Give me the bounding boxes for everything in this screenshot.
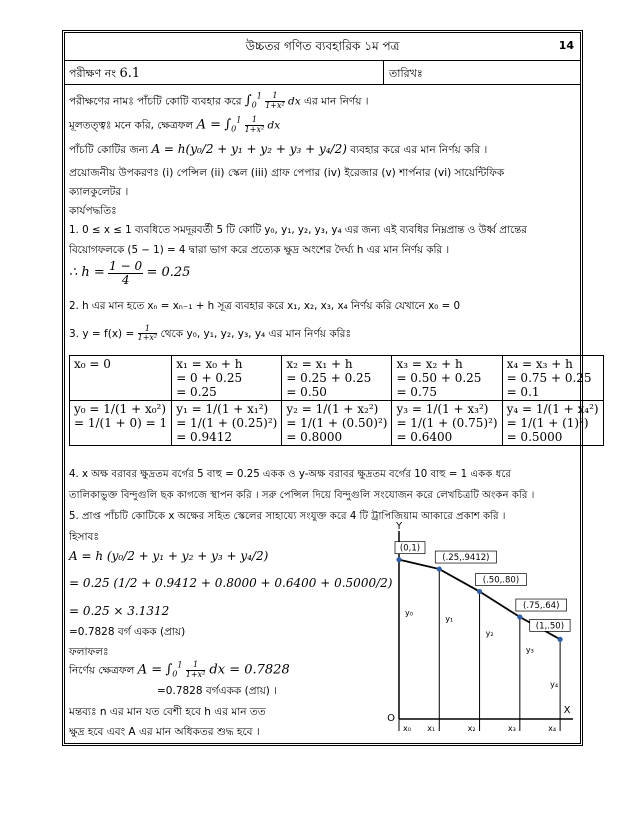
exam-row-divider bbox=[383, 60, 384, 84]
theory-dx: dx bbox=[267, 119, 281, 132]
h-equals: ∴ h = bbox=[69, 265, 105, 281]
y-value-cell-0 bbox=[70, 401, 172, 446]
calculation-line-4: =0.7828 বর্গ একক (প্রায়) bbox=[69, 626, 186, 638]
point-label-1: (.25,.9412) bbox=[442, 553, 490, 564]
step-5-line: 5. প্রাপ্ত পাঁচটি কোটিকে x অক্ষের সহিত স্কেলের সাহায্যে সংযুক্ত করে 4 টি ট্রাপিজিয়াম আকারে প্রকাশ করি । bbox=[69, 511, 506, 522]
y-value-cell-0-line-1: = 1/(1 + 0) = 1 bbox=[74, 416, 168, 430]
step-1-line-b: বিয়োগফলকে (5 − 1) = 4 দ্বারা ভাগ করে প্রত্যেক ক্ষুদ্র অংশের দৈর্ঘ্য h এর মান নির্ণয় করি । bbox=[69, 244, 450, 256]
result-integral-sign: $\int_0^1$ bbox=[165, 661, 183, 679]
calculation-line-2: = 0.25 (1/2 + 0.9412 + 0.8000 + 0.6400 + 0.5000/2) bbox=[69, 576, 393, 590]
y-value-cell-3-line-1: = 1/(1 + (0.75)²) bbox=[396, 416, 498, 430]
area-symbol: A = bbox=[196, 117, 222, 133]
calculation-heading: হিসাবঃ bbox=[69, 531, 99, 543]
step-3-line bbox=[69, 325, 576, 344]
x-value-cell-4 bbox=[502, 356, 603, 401]
x-value-cell-2-line-0: x₂ = x₁ + h bbox=[286, 357, 353, 371]
h-result: = 0.25 bbox=[146, 265, 191, 281]
h-fraction: $\frac{1 - 0}{4}$ bbox=[109, 259, 143, 287]
formula-suffix: ব্যবহার করে এর মান নির্ণয় করি । bbox=[346, 144, 488, 156]
y-value-cell-4-line-2: = 0.5000 bbox=[506, 430, 563, 444]
date-label: তারিখঃ bbox=[389, 67, 423, 80]
y-value-cell-4-line-1: = 1/(1 + (1)²) bbox=[506, 416, 589, 430]
step-4-line-a: 4. x অক্ষ বরাবর ক্ষুদ্রতম বর্গের 5 বাহু = 0.25 একক ও y-অক্ষ বরাবর ক্ষুদ্রতম বর্গের 10 বাহু = 1 একক ধরে bbox=[69, 469, 512, 480]
result-integrand: $\frac{1}{\text{1+x²}}$ bbox=[185, 660, 206, 679]
y-values-row bbox=[70, 401, 604, 446]
step-3-suffix: থেকে y₀, y₁, y₂, y₃, y₄ এর মান নির্ণয় করিঃ bbox=[160, 327, 352, 340]
experiment-name-suffix: এর মান নির্ণয় । bbox=[300, 95, 369, 108]
x-value-cell-3-line-1: = 0.50 + 0.25 bbox=[396, 371, 482, 385]
page-number: 14 bbox=[558, 39, 574, 52]
point-label-4: (1,.50) bbox=[535, 621, 565, 632]
y-value-cell-2-line-2: = 0.8000 bbox=[286, 430, 343, 444]
theory-text: মূলতত্ত্বঃ মনে করি, ক্ষেত্রফল bbox=[69, 119, 197, 132]
experiment-name bbox=[69, 92, 576, 111]
step-3-text: 3. y = f(x) = bbox=[69, 327, 138, 340]
values-table bbox=[69, 355, 604, 446]
y-value-cell-3-line-2: = 0.6400 bbox=[396, 430, 453, 444]
x-value-cell-2-line-1: = 0.25 + 0.25 bbox=[286, 371, 372, 385]
trapezoid-formula: A = h(y₀/2 + y₁ + y₂ + y₃ + y₄/2) bbox=[151, 142, 347, 156]
exam-number bbox=[69, 65, 140, 84]
y-value-cell-4 bbox=[502, 401, 603, 446]
y-value-cell-3-line-0: y₃ = 1/(1 + x₃²) bbox=[396, 402, 489, 416]
data-point-1 bbox=[437, 566, 442, 571]
y-value-cell-3 bbox=[392, 401, 502, 446]
y-value-cell-2-line-1: = 1/(1 + (0.50)²) bbox=[286, 416, 388, 430]
x-value-cell-3-line-0: x₃ = x₂ + h bbox=[396, 357, 463, 371]
y-axis-label: Y bbox=[395, 521, 403, 532]
integrand-fraction: $\frac{1}{\text{1+x²}}$ bbox=[265, 91, 285, 110]
x-tick-label-0: x₀ bbox=[403, 724, 411, 733]
y-value-cell-1-line-0: y₁ = 1/(1 + x₁²) bbox=[176, 402, 269, 416]
x-value-cell-1-line-2: = 0.25 bbox=[176, 385, 217, 399]
x-value-cell-4-line-2: = 0.1 bbox=[506, 385, 540, 399]
remark-line-1: মন্তব্যঃ n এর মান যত বেশী হবে h এর মান তত bbox=[69, 706, 266, 718]
equipment-line-1: প্রয়োজনীয় উপকরণঃ (i) পেন্সিল (ii) স্কেল (iii) গ্রাফ পেপার (iv) ইরেজার (v) শার্পনার (vi) সায়েন্টিফিক bbox=[69, 167, 505, 179]
dx-symbol: dx bbox=[288, 95, 301, 108]
step-4-line-b: তালিকাভুক্ত বিন্দুগুলি ছক কাগজে স্থাপন করি । সরু পেন্সিল দিয়ে বিন্দুগুলি সংযোজন করে লেখচিত্রটি অংকন করি । bbox=[69, 490, 535, 501]
y-value-cell-2-line-0: y₂ = 1/(1 + x₂²) bbox=[286, 402, 379, 416]
exam-row bbox=[65, 60, 580, 85]
origin-label: O bbox=[387, 713, 395, 724]
x-value-cell-1 bbox=[172, 356, 282, 401]
y-value-cell-1-line-2: = 0.9412 bbox=[176, 430, 233, 444]
ordinate-label-2: y₂ bbox=[485, 629, 494, 639]
result-area-symbol: A = bbox=[137, 662, 163, 678]
exam-number-label: পরীক্ষণ নং bbox=[69, 67, 117, 80]
x-value-cell-3-line-2: = 0.75 bbox=[396, 385, 438, 399]
data-point-3 bbox=[517, 614, 522, 619]
page-header bbox=[65, 33, 580, 61]
remark-line-2: ক্ষুদ্র হবে এবং A এর মান অধিকতর শুদ্ধ হবে । bbox=[69, 726, 260, 738]
x-value-cell-0 bbox=[70, 356, 172, 401]
calculation-line-3: = 0.25 × 3.1312 bbox=[69, 604, 170, 618]
data-point-0 bbox=[396, 557, 401, 562]
x-axis-label: X bbox=[563, 705, 571, 716]
ordinate-label-3: y₃ bbox=[525, 645, 534, 655]
y-value-cell-2 bbox=[282, 401, 392, 446]
calculation-line-1: A = h (y₀/2 + y₁ + y₂ + y₃ + y₄/2) bbox=[69, 549, 269, 563]
y-value-cell-0-line-0: y₀ = 1/(1 + x₀²) bbox=[74, 402, 167, 416]
data-point-2 bbox=[477, 589, 482, 594]
integral-sign: $\int_0^1$ bbox=[244, 92, 262, 110]
x-value-cell-1-line-0: x₁ = x₀ + h bbox=[176, 357, 243, 371]
x-value-cell-0-line-0: x₀ = 0 bbox=[74, 357, 111, 371]
ordinate-label-0: y₀ bbox=[405, 608, 413, 618]
point-label-0: (0,1) bbox=[399, 543, 421, 554]
point-label-3: (.75,.64) bbox=[523, 601, 560, 612]
result-line-2: =0.7828 বর্গএকক (প্রায়) । bbox=[157, 685, 277, 697]
page-frame bbox=[62, 30, 599, 746]
theory-integral-sign: $\int_0^1$ bbox=[224, 116, 242, 134]
formula-line bbox=[69, 142, 576, 160]
result-text: নির্ণেয় ক্ষেত্রফল bbox=[69, 664, 138, 677]
ordinate-label-1: y₁ bbox=[445, 614, 454, 624]
exam-number-value: 6.1 bbox=[119, 66, 141, 81]
result-heading: ফলাফলঃ bbox=[69, 646, 109, 658]
point-label-2: (.50,.80) bbox=[482, 575, 520, 586]
step-3-fraction: $\frac{1}{\text{1+x²}}$ bbox=[137, 324, 158, 343]
x-value-cell-4-line-1: = 0.75 + 0.25 bbox=[506, 371, 592, 385]
page-title: উচ্চতর গণিত ব্যবহারিক ১ম পত্র bbox=[245, 39, 400, 53]
x-value-cell-3 bbox=[392, 356, 502, 401]
theory-integrand: $\frac{1}{\text{1+x²}}$ bbox=[244, 115, 265, 134]
x-tick-label-3: x₃ bbox=[507, 724, 516, 733]
data-point-4 bbox=[558, 637, 563, 642]
method-heading: কার্যপদ্ধতিঃ bbox=[69, 205, 117, 217]
x-values-row bbox=[70, 356, 604, 401]
ordinate-label-4: y₄ bbox=[550, 680, 559, 690]
x-tick-label-2: x₂ bbox=[467, 724, 476, 733]
h-value-line bbox=[69, 260, 576, 286]
y-value-cell-1 bbox=[172, 401, 282, 446]
x-tick-label-4: x₄ bbox=[548, 724, 557, 733]
x-value-cell-4-line-0: x₄ = x₃ + h bbox=[506, 357, 573, 371]
result-value: dx = 0.7828 bbox=[205, 662, 290, 678]
formula-text: পাঁচটি কোটির জন্য bbox=[69, 144, 152, 156]
x-value-cell-1-line-1: = 0 + 0.25 bbox=[176, 371, 243, 385]
theory-line bbox=[69, 116, 576, 135]
step-2-line: 2. h এর মান হতে xₙ = xₙ₋₁ + h সূত্র ব্যবহার করে x₁, x₂, x₃, x₄ নির্ণয় করি যেখানে x₀ = 0 bbox=[69, 300, 461, 312]
experiment-name-text: পরীক্ষণের নামঃ পাঁচটি কোটি ব্যবহার করে bbox=[69, 95, 245, 108]
area-graph bbox=[385, 521, 579, 743]
x-value-cell-2 bbox=[282, 356, 392, 401]
x-tick-label-1: x₁ bbox=[427, 724, 436, 733]
y-value-cell-4-line-0: y₄ = 1/(1 + x₄²) bbox=[506, 402, 599, 416]
y-value-cell-1-line-1: = 1/(1 + (0.25)²) bbox=[176, 416, 278, 430]
equipment-line-2: ক্যালকুলেটর । bbox=[69, 186, 129, 198]
x-value-cell-2-line-2: = 0.50 bbox=[286, 385, 327, 399]
step-1-line-a: 1. 0 ≤ x ≤ 1 ব্যবধিতে সমদূরবর্তী 5 টি কোটি y₀, y₁, y₂, y₃, y₄ এর জন্য এই ব্যবধির নিম্নপ্রান্ত ও উর্ধ্ব প্রান্তের bbox=[69, 224, 527, 236]
